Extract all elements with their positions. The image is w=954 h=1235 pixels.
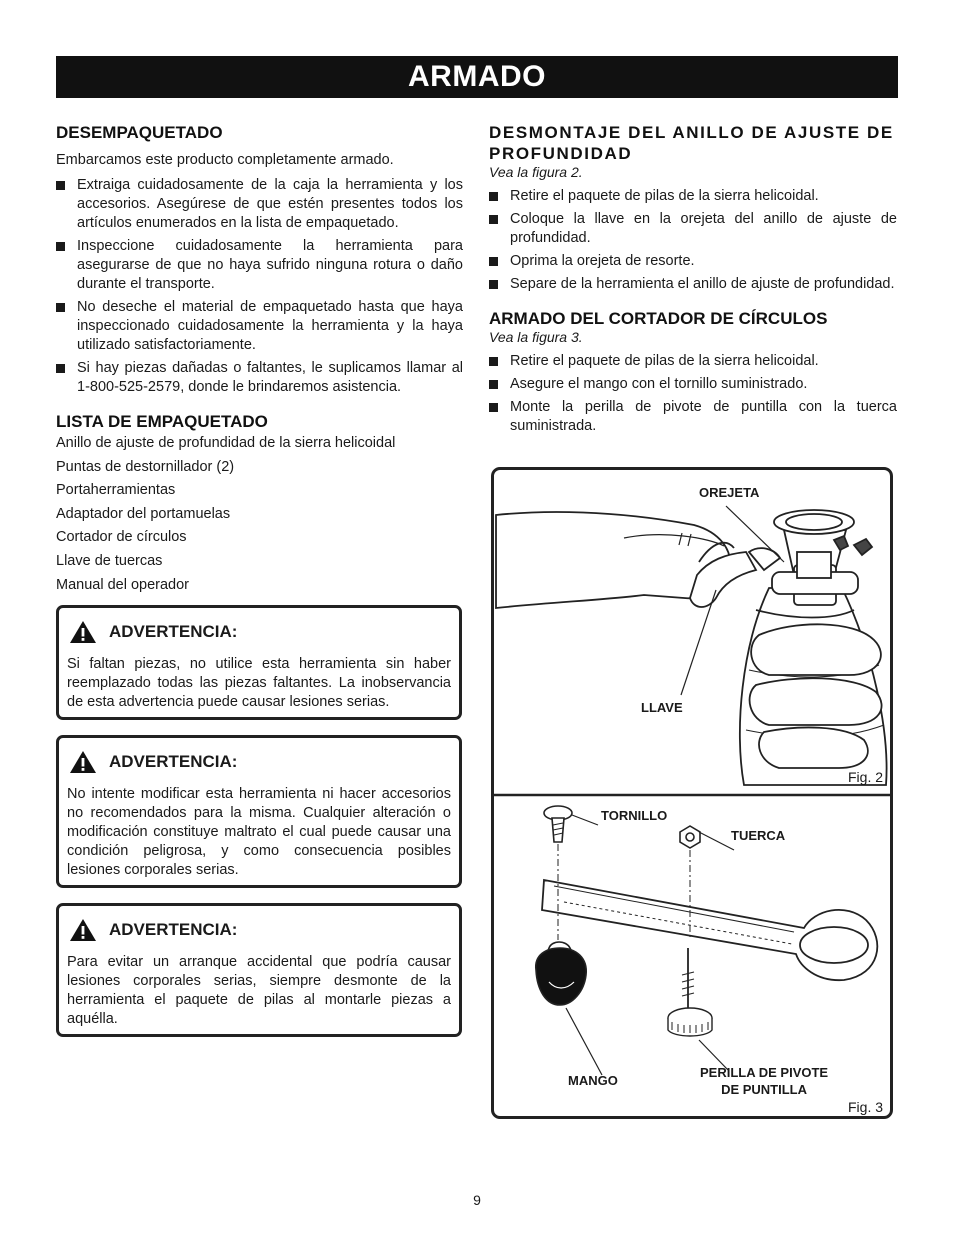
- list-item: Separe de la herramienta el anillo de ajuste de profundidad.: [489, 275, 897, 294]
- list-item: Si hay piezas dañadas o faltantes, le suplicamos llamar al 1-800-525-2579, donde le brindaremos asistencia.: [56, 359, 463, 397]
- list-item: Adaptador del portamuelas: [56, 505, 231, 522]
- list-item: Llave de tuercas: [56, 552, 163, 569]
- warning-label: ADVERTENCIA:: [109, 621, 238, 641]
- list-item: Retire el paquete de pilas de la sierra helicoidal.: [489, 187, 897, 206]
- circle-cutter-list: [489, 352, 897, 436]
- callout-screw: TORNILLO: [601, 808, 668, 823]
- assembly-illustration: [494, 470, 893, 1119]
- callout-pivot-knob: [700, 1064, 828, 1098]
- square-bullet-icon: [489, 403, 498, 412]
- left-column: [56, 122, 463, 1037]
- page-title: ARMADO: [56, 56, 898, 98]
- square-bullet-icon: [489, 380, 498, 389]
- warning-icon: [69, 620, 97, 644]
- page-number: 9: [473, 1192, 481, 1208]
- figure-label-2: Fig. 2: [848, 769, 884, 785]
- square-bullet-icon: [489, 357, 498, 366]
- callout-tab: OREJETA: [699, 485, 760, 500]
- circle-cutter-illustration: [542, 880, 877, 980]
- square-bullet-icon: [56, 242, 65, 251]
- list-item: Portaherramientas: [56, 482, 176, 499]
- callout-pivot-line2: DE PUNTILLA: [721, 1082, 808, 1097]
- list-item: Extraiga cuidadosamente de la caja la herramienta y los accesorios. Asegúrese de que estén presentes todos los artículos enumerados en la lista de empaquetado.: [56, 176, 463, 233]
- square-bullet-icon: [489, 257, 498, 266]
- square-bullet-icon: [56, 181, 65, 190]
- nut-illustration: [680, 826, 700, 848]
- warning-label: ADVERTENCIA:: [109, 751, 238, 771]
- list-item: Monte la perilla de pivote de puntilla con la tuerca suministrada.: [489, 398, 897, 436]
- figure-box: [491, 467, 893, 1119]
- packing-list-heading: LISTA DE EMPAQUETADO: [56, 412, 268, 431]
- square-bullet-icon: [489, 215, 498, 224]
- list-item: Oprima la orejeta de resorte.: [489, 252, 897, 271]
- list-item: Manual del operador: [56, 576, 190, 593]
- pivot-knob-illustration: [668, 948, 712, 1036]
- warning-header: [67, 620, 451, 644]
- list-item: Inspeccione cuidadosamente la herramienta para asegurarse de que no haya sufrido ninguna rotura o daño durante el transporte.: [56, 237, 463, 294]
- callout-handle: MANGO: [568, 1073, 618, 1088]
- callout-wrench: LLAVE: [641, 700, 683, 715]
- figure-label-3: Fig. 3: [848, 1099, 884, 1115]
- square-bullet-icon: [56, 364, 65, 373]
- packing-list: [56, 434, 463, 595]
- unpacking-heading: DESEMPAQUETADO: [56, 123, 223, 142]
- list-item: Asegure el mango con el tornillo suministrado.: [489, 375, 897, 394]
- warning-box: [56, 903, 462, 1037]
- square-bullet-icon: [489, 192, 498, 201]
- unpacking-list: [56, 176, 463, 397]
- list-item: Retire el paquete de pilas de la sierra helicoidal.: [489, 352, 897, 371]
- depth-ring-heading: DESMONTAJE DEL ANILLO DE AJUSTE DE PROFUNDIDAD: [489, 123, 894, 163]
- list-item: Puntas de destornillador (2): [56, 458, 235, 475]
- square-bullet-icon: [56, 303, 65, 312]
- figure-reference: Vea la figura 3.: [489, 329, 583, 345]
- screw-illustration: [544, 806, 572, 842]
- warning-label: ADVERTENCIA:: [109, 919, 238, 939]
- warning-text: No intente modificar esta herramienta ni hacer accesorios no recomendados para la misma. Cualquier alteración o modificación constituye maltrato el cual puede causar una condición peligrosa, y como consecuencia posibles lesiones corporales serias.: [67, 785, 451, 878]
- warning-box: [56, 605, 462, 720]
- list-item: Cortador de círculos: [56, 529, 187, 546]
- circle-cutter-heading: ARMADO DEL CORTADOR DE CÍRCULOS: [489, 309, 828, 328]
- depth-ring-list: [489, 187, 897, 294]
- unpacking-intro: Embarcamos este producto completamente armado.: [56, 152, 394, 168]
- warning-text: Si faltan piezas, no utilice esta herramienta sin haber reemplazado todas las piezas faltantes. La inobservancia de esta advertencia puede causar lesiones serias.: [67, 655, 451, 710]
- warning-header: [67, 918, 451, 942]
- list-item: No deseche el material de empaquetado hasta que haya inspeccionado cuidadosamente la herramienta y la haya utilizado satisfactoriamente.: [56, 298, 463, 355]
- callout-pivot-line1: PERILLA DE PIVOTE: [700, 1065, 829, 1080]
- handle-knob-illustration: [536, 942, 586, 1005]
- warning-text: Para evitar un arranque accidental que podría causar lesiones corporales serias, siempre desmonte de la herramienta el paquete de pilas al montarle piezas a aquélla.: [67, 953, 451, 1027]
- warning-icon: [69, 918, 97, 942]
- list-item: Coloque la llave en la orejeta del anillo de ajuste de profundidad.: [489, 210, 897, 248]
- figure-reference: Vea la figura 2.: [489, 164, 583, 180]
- warning-header: [67, 750, 451, 774]
- callout-nut: TUERCA: [731, 828, 786, 843]
- square-bullet-icon: [489, 280, 498, 289]
- right-column: [489, 122, 897, 440]
- warning-box: [56, 735, 462, 888]
- depth-ring-illustration: [772, 510, 872, 605]
- list-item: Anillo de ajuste de profundidad de la sierra helicoidal: [56, 435, 396, 451]
- warning-icon: [69, 750, 97, 774]
